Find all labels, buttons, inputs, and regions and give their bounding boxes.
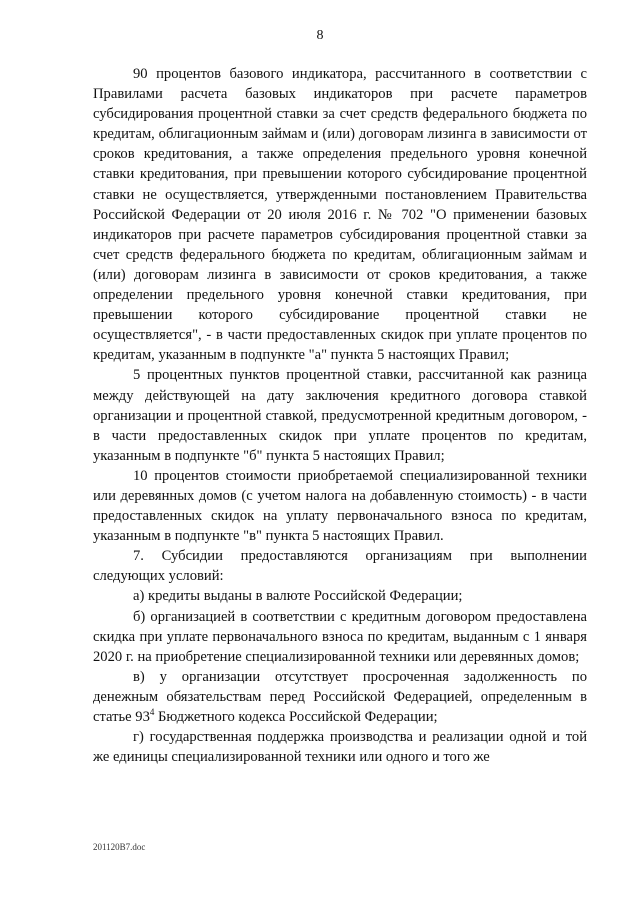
paragraph-base-indicator: 90 процентов базового индикатора, рассчитанного в соответствии с Правилами расчета базовых индикаторов при расчете параметров субсидирования процентной ставки за счет средств федерального бюджета по кредитам, облигационным займам и (или) договорам лизинга в зависимости от сроков кредитования, а также определения предельного уровня конечной ставки кредитования, при превышении которого субсидирование процентной ставки не осуществляется, утвержденными постановлением Правительства Российской Федерации от 20 июля 2016 г. № 702 "О применении базовых индикаторов при расчете параметров субсидирования процентной ставки за счет средств федерального бюджета по кредитам, облигационным займам и (или) договорам лизинга в зависимости от сроков кредитования, а также определении предельного уровня конечной ставки кредитования, при превышении которого субсидирование процентной ставки не осуществляется", - в части предоставленных скидок при уплате процентов по кредитам, указанным в подпункте "а" пункта 5 настоящих Правил; (93, 66, 587, 364)
document-body (93, 64, 587, 767)
paragraph-subitem-g: г) государственная поддержка производства и реализации одной и той же единицы специализированной техники или одного и того же (93, 729, 587, 766)
page-number: 8 (316, 28, 324, 43)
paragraph-ten-percent: 10 процентов стоимости приобретаемой специализированной техники или деревянных домов (с учетом налога на добавленную стоимость) - в части предоставленных скидок на уплату первоначального взноса по кредитам, указанным в подпункте "в" пункта 5 настоящих Правил. (93, 467, 587, 545)
paragraph-subitem-b: б) организацией в соответствии с кредитным договором предоставлена скидка при уплате первоначального взноса по кредитам, выданным с 1 января 2020 г. на приобретение специализированной техники или деревянных домов; (93, 608, 587, 665)
paragraph-percentage-points: 5 процентных пунктов процентной ставки, рассчитанной как разница между действующей на дату заключения кредитного договора ставкой организации и процентной ставкой, предусмотренной кредитным договором, - в части предоставленных скидок при уплате процентов по кредитам, указанным в подпункте "б" пункта 5 настоящих Правил; (93, 367, 587, 464)
footer-file-code: 201120В7.doc (93, 842, 146, 852)
paragraph-subitem-a: а) кредиты выданы в валюте Российской Федерации; (133, 588, 463, 605)
paragraph-item-7: 7. Субсидии предоставляются организациям при выполнении следующих условий: (93, 548, 587, 585)
article-superscript: 4 (149, 707, 155, 718)
subitem-v-text: в) у организации отсутствует просроченная задолженность по денежным обязательствам перед Российской Федерацией, определенным в статье 93 (93, 668, 587, 725)
subitem-v-text-end: Бюджетного кодекса Российской Федерации; (154, 709, 438, 725)
paragraph-subitem-v (93, 667, 587, 727)
